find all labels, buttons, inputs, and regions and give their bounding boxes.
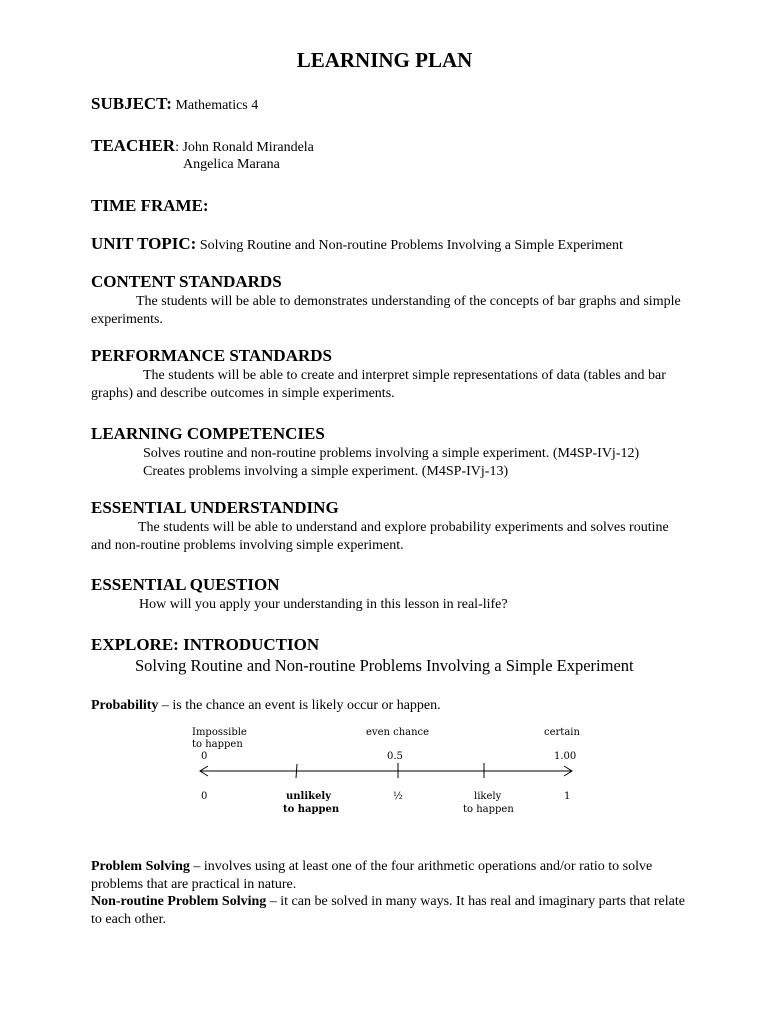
performance-standards-heading: PERFORMANCE STANDARDS xyxy=(91,346,332,365)
teacher-value-2: Angelica Marana xyxy=(183,157,280,172)
bottom-half-label: ½ xyxy=(393,791,403,802)
probability-scale xyxy=(190,725,590,825)
competency-item-1: Solves routine and non-routine problems involving a simple experiment. (M4SP-IVj-12) xyxy=(143,446,640,461)
unit-topic-value: Solving Routine and Non-routine Problems Involving a Simple Experiment xyxy=(196,238,623,253)
content-standards-text: The students will be able to demonstrates understanding of the concepts of bar graphs and simple experiments. xyxy=(91,294,681,327)
time-frame-label: TIME FRAME: xyxy=(91,196,209,215)
subject-label: SUBJECT: xyxy=(91,94,172,113)
content-standards-heading: CONTENT STANDARDS xyxy=(91,272,282,291)
top-one-label: 1.00 xyxy=(554,751,577,762)
teacher-value: : John Ronald Mirandela xyxy=(175,140,314,155)
essential-understanding-heading: ESSENTIAL UNDERSTANDING xyxy=(91,498,339,517)
explore-subtitle: Solving Routine and Non-routine Problems Involving a Simple Experiment xyxy=(135,656,634,675)
teacher-line xyxy=(91,136,691,156)
bottom-zero-label: 0 xyxy=(201,791,208,802)
non-routine-text: – it can be solved in many ways. It has real and imaginary parts that relate to each other. xyxy=(91,894,685,927)
explore-heading: EXPLORE: INTRODUCTION xyxy=(91,635,320,654)
essential-understanding-text: The students will be able to understand and explore probability experiments and solves routine and non-routine problems involving simple experiment. xyxy=(91,520,669,553)
problem-solving-text: – involves using at least one of the four arithmetic operations and/or ratio to solve problems that are practical in nature. xyxy=(91,859,653,892)
essential-question-heading: ESSENTIAL QUESTION xyxy=(91,575,280,594)
probability-scale-line xyxy=(190,725,590,825)
impossible-label-2: to happen xyxy=(192,739,243,750)
bottom-one-label: 1 xyxy=(564,791,571,802)
problem-solving-term: Problem Solving xyxy=(91,859,190,874)
problem-solving-definition xyxy=(91,858,691,894)
unlikely-label: unlikely xyxy=(286,791,332,802)
performance-standards-text: The students will be able to create and interpret simple representations of data (tables and bar graphs) and describe outcomes in simple experiments. xyxy=(91,368,666,401)
page-title: LEARNING PLAN xyxy=(296,48,473,72)
non-routine-definition xyxy=(91,893,691,929)
likely-label-2: to happen xyxy=(463,804,514,815)
subject-line xyxy=(91,94,691,114)
probability-term: Probability xyxy=(91,698,159,713)
top-half-label: 0.5 xyxy=(387,751,403,762)
impossible-label: Impossible xyxy=(192,727,247,738)
competency-item-2: Creates problems involving a simple experiment. (M4SP-IVj-13) xyxy=(143,464,509,479)
subject-value: Mathematics 4 xyxy=(171,98,259,113)
likely-label: likely xyxy=(474,791,502,802)
probability-definition xyxy=(91,697,691,715)
unit-topic-line xyxy=(91,234,691,254)
top-zero-label: 0 xyxy=(201,751,208,762)
probability-text: – is the chance an event is likely occur or happen. xyxy=(158,698,441,713)
learning-competencies-heading: LEARNING COMPETENCIES xyxy=(91,424,325,443)
teacher-label: TEACHER xyxy=(91,136,176,155)
certain-label: certain xyxy=(544,727,580,738)
non-routine-term: Non-routine Problem Solving xyxy=(91,894,267,909)
essential-question-text: How will you apply your understanding in this lesson in real-life? xyxy=(139,597,508,612)
unit-topic-label: UNIT TOPIC: xyxy=(91,234,197,253)
even-chance-label: even chance xyxy=(366,727,430,738)
unlikely-label-2: to happen xyxy=(283,804,340,815)
